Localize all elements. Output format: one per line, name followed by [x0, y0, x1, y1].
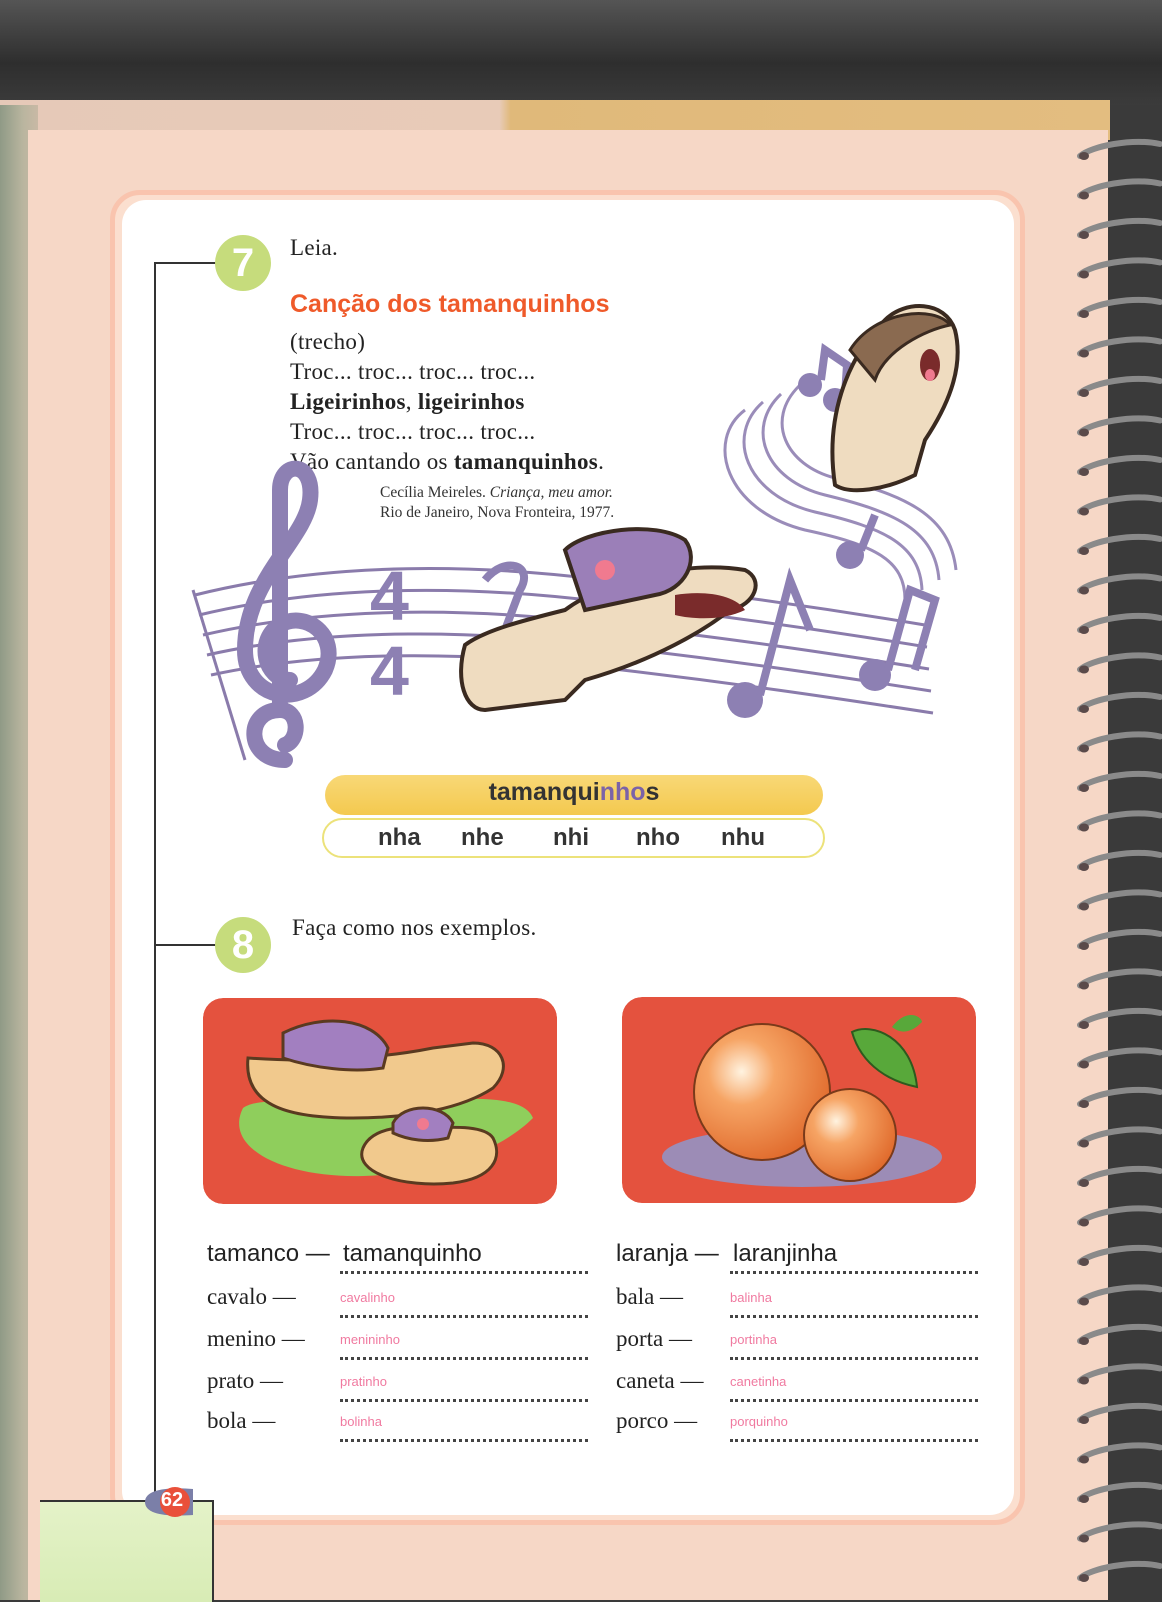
- spiral-hole: [1079, 745, 1089, 753]
- spiral-coil: [1080, 1564, 1160, 1578]
- poem-subtitle: (trecho): [290, 329, 366, 354]
- spiral-coil: [1080, 1287, 1160, 1301]
- word-stem: tamanqui: [488, 778, 600, 806]
- oranges-picture: [622, 997, 976, 1203]
- spiral-hole: [1079, 1298, 1089, 1306]
- background-desk: [0, 0, 1162, 105]
- spiral-hole: [1079, 863, 1089, 871]
- base-word: laranja —: [616, 1240, 719, 1267]
- spiral-coil: [1080, 892, 1160, 906]
- dotted-answer-line: [340, 1271, 588, 1274]
- spiral-hole: [1079, 1258, 1089, 1266]
- time-signature-top: 4: [370, 557, 409, 635]
- poem-bold-word: Ligeirinhos: [290, 389, 406, 414]
- syllable-nhi: nhi: [553, 824, 589, 851]
- spiral-hole: [1079, 152, 1089, 160]
- syllable-nhe: nhe: [461, 824, 504, 851]
- spiral-coil: [1080, 1366, 1160, 1380]
- spiral-hole: [1079, 271, 1089, 279]
- spiral-hole: [1079, 666, 1089, 674]
- source-book: Criança, meu amor.: [489, 484, 613, 501]
- spiral-hole: [1079, 1574, 1089, 1582]
- answer-field[interactable]: pratinho: [340, 1374, 387, 1389]
- syllable-nho: nho: [636, 824, 680, 851]
- base-word: caneta —: [616, 1368, 704, 1393]
- spiral-coil: [1080, 300, 1160, 314]
- spiral-hole: [1079, 1377, 1089, 1385]
- exercise-connector-line: [154, 262, 156, 1510]
- source-author: Cecília Meireles.: [380, 484, 490, 501]
- spiral-coil: [1080, 1248, 1160, 1262]
- spiral-hole: [1079, 587, 1089, 595]
- time-signature-bottom: 4: [370, 632, 409, 710]
- word-end: s: [645, 778, 660, 806]
- poem-line-1: Troc... troc... troc... troc...: [290, 359, 536, 384]
- spiral-hole: [1079, 982, 1089, 990]
- exercise-8-badge: 8: [215, 917, 271, 973]
- spiral-coil: [1080, 1090, 1160, 1104]
- spiral-coil: [1080, 418, 1160, 432]
- spiral-coil: [1080, 932, 1160, 946]
- answer-field[interactable]: balinha: [730, 1290, 772, 1305]
- spiral-coil: [1080, 379, 1160, 393]
- spiral-coil: [1080, 221, 1160, 235]
- example-diminutive: laranjinha: [733, 1240, 838, 1267]
- exercise-8-instruction: Faça como nos exemplos.: [292, 915, 537, 940]
- spiral-hole: [1079, 508, 1089, 516]
- spiral-hole: [1079, 1535, 1089, 1543]
- poem-separator: ,: [405, 389, 418, 414]
- poem-text: Vão cantando os: [290, 449, 454, 474]
- spiral-coil: [1080, 734, 1160, 748]
- spiral-coil: [1080, 142, 1160, 156]
- spiral-coil: [1080, 616, 1160, 630]
- exercise-7-badge: 7: [215, 235, 271, 291]
- spiral-coil: [1080, 695, 1160, 709]
- base-word: porco —: [616, 1408, 698, 1433]
- spiral-hole: [1079, 1416, 1089, 1424]
- dotted-answer-line: [340, 1315, 588, 1318]
- spiral-coil: [1080, 1485, 1160, 1499]
- spiral-coil: [1080, 774, 1160, 788]
- dotted-answer-line: [340, 1399, 588, 1402]
- page-number: 62: [160, 1489, 184, 1511]
- spiral-coil: [1080, 1208, 1160, 1222]
- spiral-coil: [1080, 497, 1160, 511]
- spiral-coil: [1080, 537, 1160, 551]
- dotted-answer-line: [340, 1357, 588, 1360]
- answer-field[interactable]: menininho: [340, 1332, 400, 1347]
- dotted-answer-line: [730, 1439, 978, 1442]
- spiral-coil: [1080, 1445, 1160, 1459]
- dotted-answer-line: [730, 1357, 978, 1360]
- spiral-coil: [1080, 576, 1160, 590]
- spiral-hole: [1079, 468, 1089, 476]
- spiral-coil: [1080, 458, 1160, 472]
- spiral-hole: [1079, 1456, 1089, 1464]
- connector-7: [154, 262, 216, 264]
- spiral-hole: [1079, 1179, 1089, 1187]
- example-diminutive: tamanquinho: [343, 1240, 482, 1267]
- spiral-hole: [1079, 389, 1089, 397]
- source-publisher: Rio de Janeiro, Nova Fronteira, 1977.: [380, 504, 615, 521]
- treble-clef-icon: [245, 469, 329, 760]
- answer-field[interactable]: bolinha: [340, 1414, 382, 1429]
- connector-8: [154, 944, 216, 946]
- poem-bold-word: ligeirinhos: [417, 389, 525, 414]
- spiral-hole: [1079, 429, 1089, 437]
- spiral-coil: [1080, 813, 1160, 827]
- spiral-hole: [1079, 1021, 1089, 1029]
- spiral-hole: [1079, 903, 1089, 911]
- spiral-coil: [1080, 971, 1160, 985]
- dotted-answer-line: [730, 1315, 978, 1318]
- answer-field[interactable]: portinha: [730, 1332, 777, 1347]
- base-word: prato —: [207, 1368, 284, 1393]
- answer-field[interactable]: porquinho: [730, 1414, 788, 1429]
- spiral-coil: [1080, 1050, 1160, 1064]
- answer-field[interactable]: cavalinho: [340, 1290, 395, 1305]
- base-word: bala —: [616, 1284, 684, 1309]
- poem-bold-word: tamanquinhos: [453, 449, 599, 474]
- spiral-hole: [1079, 626, 1089, 634]
- spiral-hole: [1079, 705, 1089, 713]
- word-highlight: nho: [599, 778, 646, 806]
- spiral-coil: [1080, 1011, 1160, 1025]
- spiral-hole: [1079, 310, 1089, 318]
- poem-text: .: [598, 449, 605, 474]
- dotted-answer-line: [730, 1399, 978, 1402]
- spiral-coil: [1080, 1524, 1160, 1538]
- spiral-hole: [1079, 824, 1089, 832]
- spiral-coil: [1080, 181, 1160, 195]
- spiral-hole: [1079, 942, 1089, 950]
- spiral-hole: [1079, 1495, 1089, 1503]
- base-word: tamanco —: [207, 1240, 330, 1267]
- spiral-coil: [1080, 1406, 1160, 1420]
- syllable-nhu: nhu: [721, 824, 765, 851]
- spiral-coil: [1080, 1129, 1160, 1143]
- base-word: bola —: [207, 1408, 276, 1433]
- music-clogs-illustration: [185, 290, 965, 770]
- spiral-coil: [1080, 655, 1160, 669]
- spiral-coil: [1080, 339, 1160, 353]
- clogs-picture: [203, 998, 557, 1204]
- spiral-coil: [1080, 1327, 1160, 1341]
- spiral-coil: [1080, 260, 1160, 274]
- spiral-hole: [1079, 192, 1089, 200]
- spiral-hole: [1079, 784, 1089, 792]
- spiral-hole: [1079, 1061, 1089, 1069]
- base-word: cavalo —: [207, 1284, 296, 1309]
- answer-field[interactable]: canetinha: [730, 1374, 787, 1389]
- dotted-answer-line: [730, 1271, 978, 1274]
- exercise-7-instruction: Leia.: [290, 235, 339, 260]
- dotted-answer-line: [340, 1439, 588, 1442]
- syllable-bar-word: [325, 778, 823, 807]
- poem-line-3: Troc... troc... troc... troc...: [290, 419, 536, 444]
- spiral-binding: [1072, 128, 1162, 1600]
- spiral-coil: [1080, 1169, 1160, 1183]
- base-word: menino —: [207, 1326, 305, 1351]
- clog-singing-upper: [832, 306, 957, 490]
- spiral-hole: [1079, 1140, 1089, 1148]
- spiral-hole: [1079, 1337, 1089, 1345]
- spiral-coil: [1080, 853, 1160, 867]
- poem-title: Canção dos tamanquinhos: [290, 290, 610, 318]
- base-word: porta —: [616, 1326, 693, 1351]
- spiral-hole: [1079, 350, 1089, 358]
- spiral-hole: [1079, 547, 1089, 555]
- spiral-hole: [1079, 1219, 1089, 1227]
- spiral-hole: [1079, 1100, 1089, 1108]
- spiral-hole: [1079, 231, 1089, 239]
- syllable-nha: nha: [378, 824, 421, 851]
